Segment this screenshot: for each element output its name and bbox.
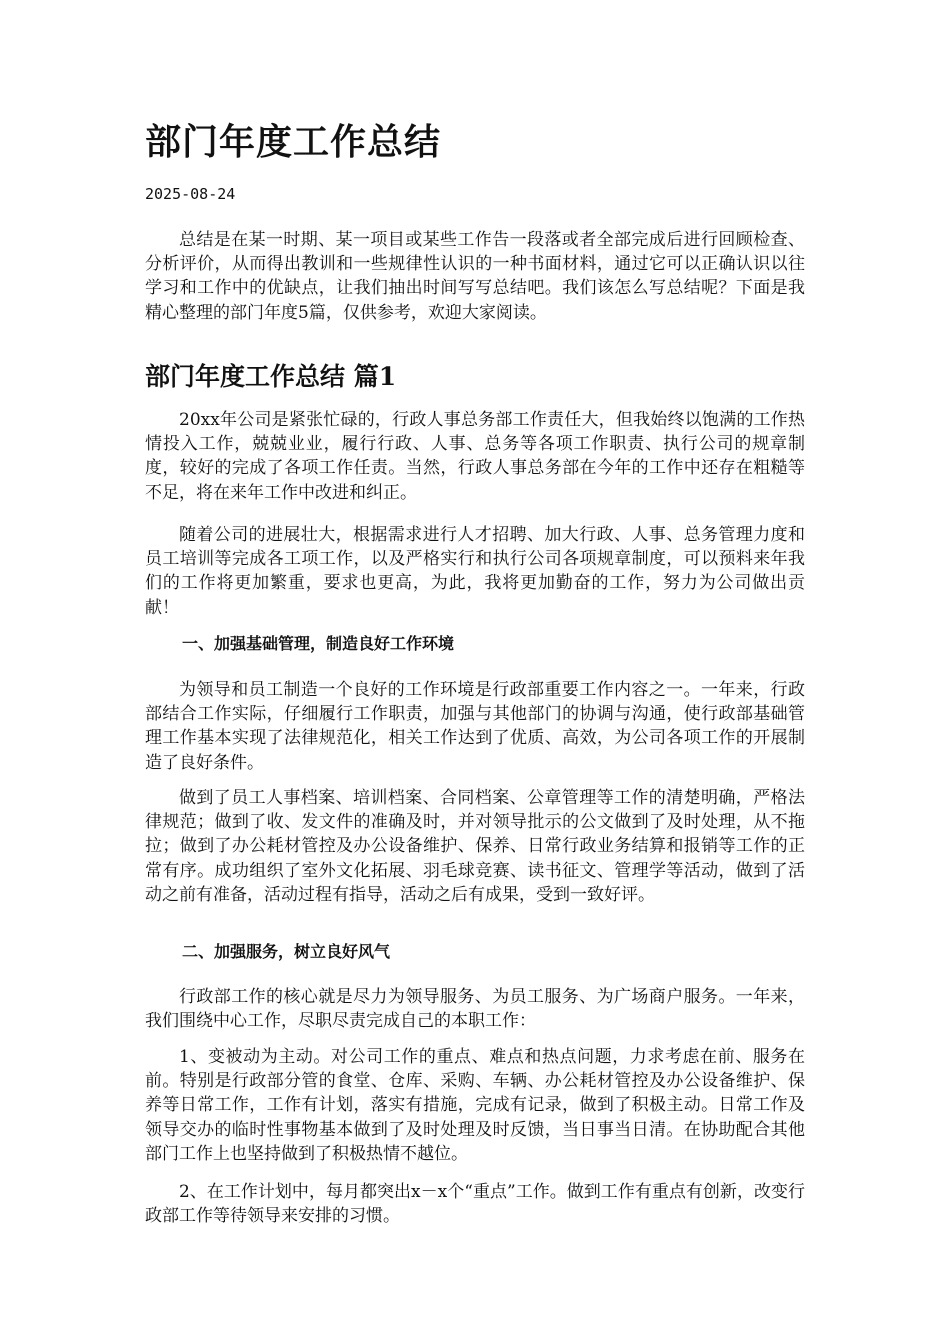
subsection-heading: 二、加强服务，树立良好风气 <box>182 942 391 961</box>
body-paragraph: 1、变被动为主动。对公司工作的重点、难点和热点问题，力求考虑在前、服务在前。特别是行政部分管的食堂、仓库、采购、车辆、办公耗材管控及办公设备维护、保养等日常工作，工作有计划，落实有措施，完成有记录，做到了积极主动。日常工作及领导交办的临时性事物基本做到了及时处理及时反馈，当日事当日清。在协助配合其他部门工作上也坚持做到了积极热情不越位。 <box>145 1047 805 1164</box>
body-paragraph: 做到了员工人事档案、培训档案、合同档案、公章管理等工作的清楚明确，严格法律规范；做到了收、发文件的准确及时，并对领导批示的公文做到了及时处理，从不拖拉；做到了办公耗材管控及办公设备维护、保养、日常行政业务结算和报销等工作的正常有序。成功组织了室外文化拓展、羽毛球竞赛、读书征文、管理学等活动，做到了活动之前有准备，活动过程有指导，活动之后有成果，受到一致好评。 <box>145 788 805 905</box>
intro-paragraph: 总结是在某一时期、某一项目或某些工作告一段落或者全部完成后进行回顾检查、分析评价，从而得出教训和一些规律性认识的一种书面材料，通过它可以正确认识以往学习和工作中的优缺点，让我们抽出时间写写总结吧。我们该怎么写总结呢？下面是我精心整理的部门年度5篇，仅供参考，欢迎大家阅读。 <box>145 230 805 323</box>
body-paragraph: 2、在工作计划中，每月都突出x－x个“重点”工作。做到工作有重点有创新，改变行政部工作等待领导来安排的习惯。 <box>145 1182 805 1227</box>
body-paragraph: 行政部工作的核心就是尽力为领导服务、为员工服务、为广场商户服务。一年来，我们围绕中心工作，尽职尽责完成自己的本职工作： <box>145 987 805 1032</box>
document-title: 部门年度工作总结 <box>145 121 442 163</box>
document-date: 2025-08-24 <box>145 185 236 203</box>
section-heading: 部门年度工作总结 篇1 <box>145 362 397 391</box>
body-paragraph: 随着公司的进展壮大，根据需求进行人才招聘、加大行政、人事、总务管理力度和员工培训等完成各工项工作，以及严格实行和执行公司各项规章制度，可以预料来年我们的工作将更加繁重，要求也更高，为此，我将更加勤奋的工作，努力为公司做出贡献！ <box>145 525 805 618</box>
body-paragraph: 为领导和员工制造一个良好的工作环境是行政部重要工作内容之一。一年来，行政部结合工作实际，仔细履行工作职责，加强与其他部门的协调与沟通，使行政部基础管理工作基本实现了法律规范化，相关工作达到了优质、高效，为公司各项工作的开展制造了良好条件。 <box>145 680 805 773</box>
body-paragraph: 20xx年公司是紧张忙碌的，行政人事总务部工作责任大，但我始终以饱满的工作热情投入工作，兢兢业业，履行行政、人事、总务等各项工作职责、执行公司的规章制度，较好的完成了各项工作任责。当然，行政人事总务部在今年的工作中还存在粗糙等不足，将在来年工作中改进和纠正。 <box>145 410 805 503</box>
subsection-heading: 一、加强基础管理，制造良好工作环境 <box>182 634 455 653</box>
